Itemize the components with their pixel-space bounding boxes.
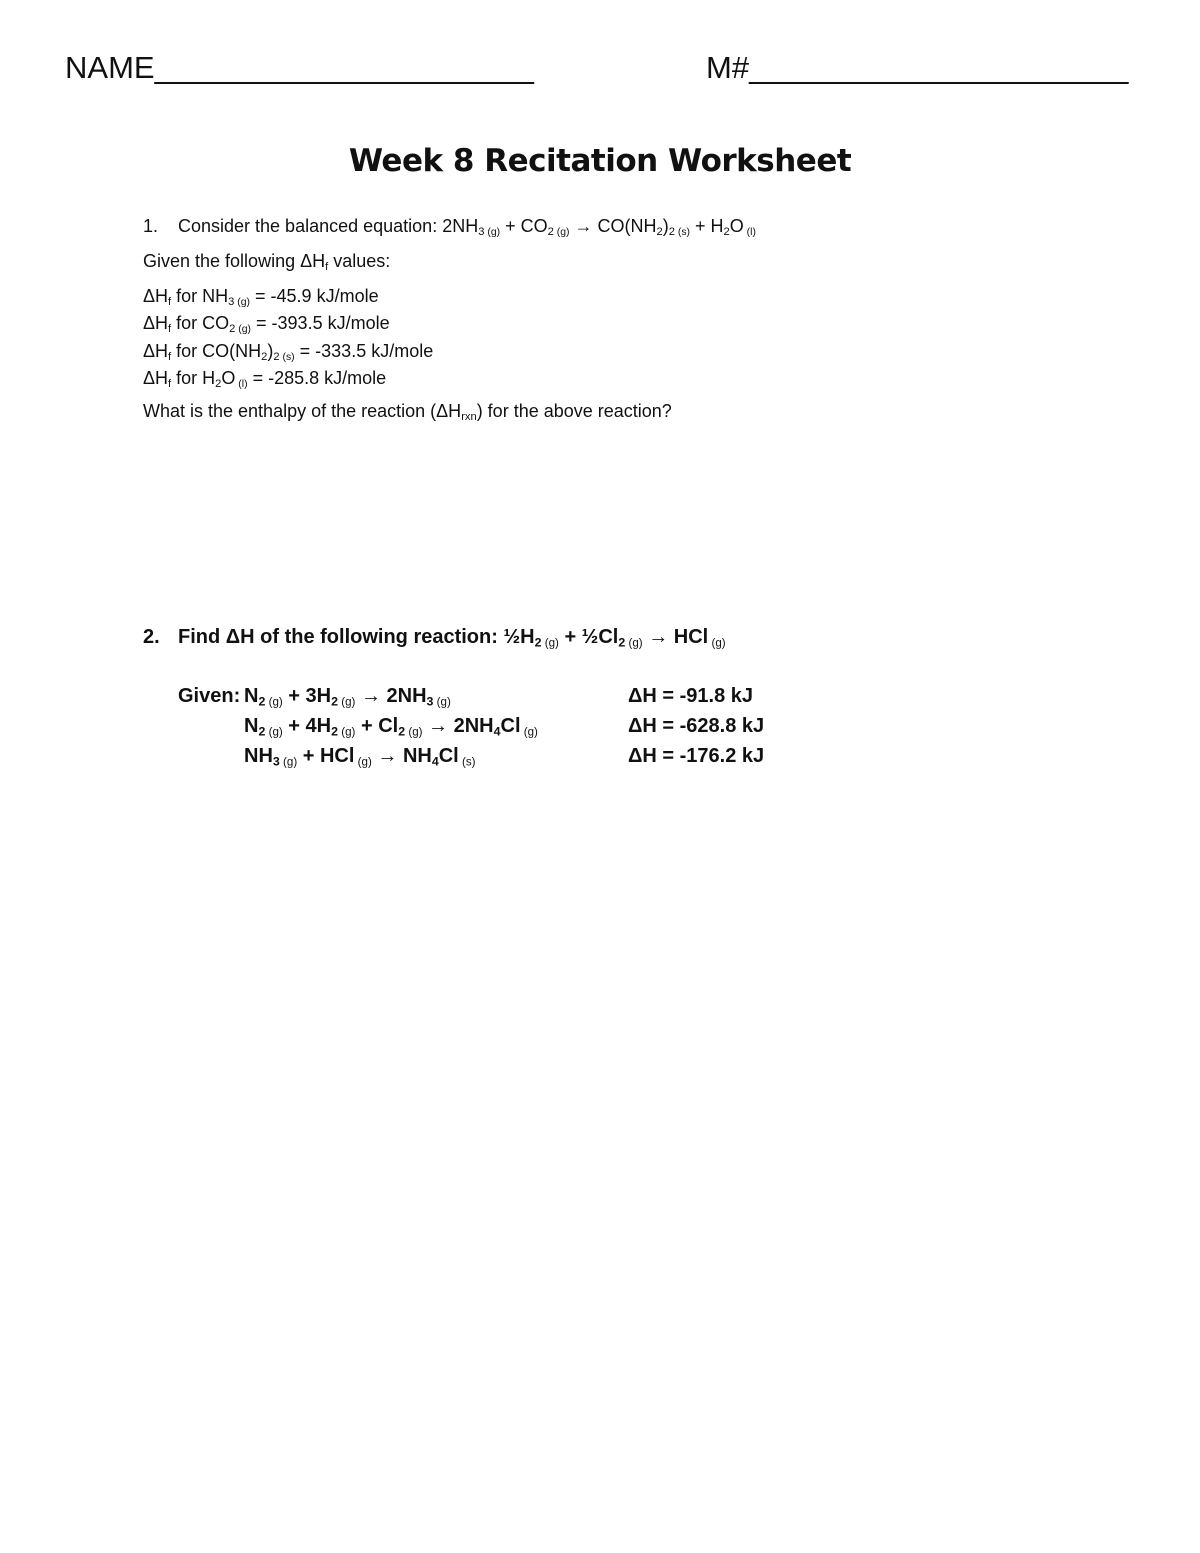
q2-equation: $\frac{1}{2}H_2$ $(g) + \frac{1}{2}Cl_2$ (g) → HCl (g): [503, 626, 726, 650]
q1-value-h2o: $\Delta H_f$ for $H_2O$ (l) = -285.8 kJ/mole: [143, 368, 387, 391]
m-number-field[interactable]: M#______________________: [706, 50, 1129, 85]
q1-line: [178, 215, 756, 237]
q2-given-reaction-3: $NH_3$ (g) + HCl $(g) \to NH_4Cl$ (s): [244, 745, 476, 769]
page-title: Week 8 Recitation Worksheet: [348, 143, 852, 179]
q2-given-dh-3: ΔH = -176.2 kJ: [628, 745, 765, 767]
header: [65, 48, 1142, 88]
q1-equation: $2NH_3$ $(g) + CO_2$ $(g) \to CO(NH_2)_2$ $(s) + H_2O$ (l): [442, 216, 756, 239]
q2-given-label: Given:: [178, 685, 241, 707]
name-field[interactable]: NAME______________________: [65, 50, 534, 85]
q2-prompt: Find ΔH of the following reaction:: [178, 626, 498, 648]
q1-prompt: Consider the balanced equation:: [178, 216, 438, 236]
q1-question: What is the enthalpy of the reaction $(\Delta H_{rxn})$ for the above reaction?: [143, 401, 672, 424]
q1-given-intro: Given the following $\Delta H_f$ values:: [143, 251, 391, 274]
q1-value-co2: $\Delta H_f$ for $CO_2$ (g) = -393.5 kJ/mole: [143, 313, 390, 336]
q2-given-reaction-1: $N_2$ $(g) + 3H_2$ $(g) \to 2NH_3$ (g): [244, 685, 451, 709]
q2-line: [178, 625, 726, 649]
q2-number: 2.: [143, 626, 160, 648]
q1-value-nh3: $\Delta H_f$ for $NH_3$ (g) = -45.9 kJ/mole: [143, 286, 379, 309]
q1-value-urea: $\Delta H_f$ for $CO(NH_2)_2$ (s) = -333.5 kJ/mole: [143, 341, 434, 364]
q1-number: 1.: [143, 216, 159, 236]
q2-given-reaction-2: $N_2$ $(g) + 4H_2$ $(g) + Cl_2$ $(g) \to 2NH_4Cl$ (g): [244, 715, 538, 739]
q2-given-dh-2: ΔH = -628.8 kJ: [628, 715, 765, 737]
q2-given-dh-1: ΔH = -91.8 kJ: [628, 685, 753, 707]
